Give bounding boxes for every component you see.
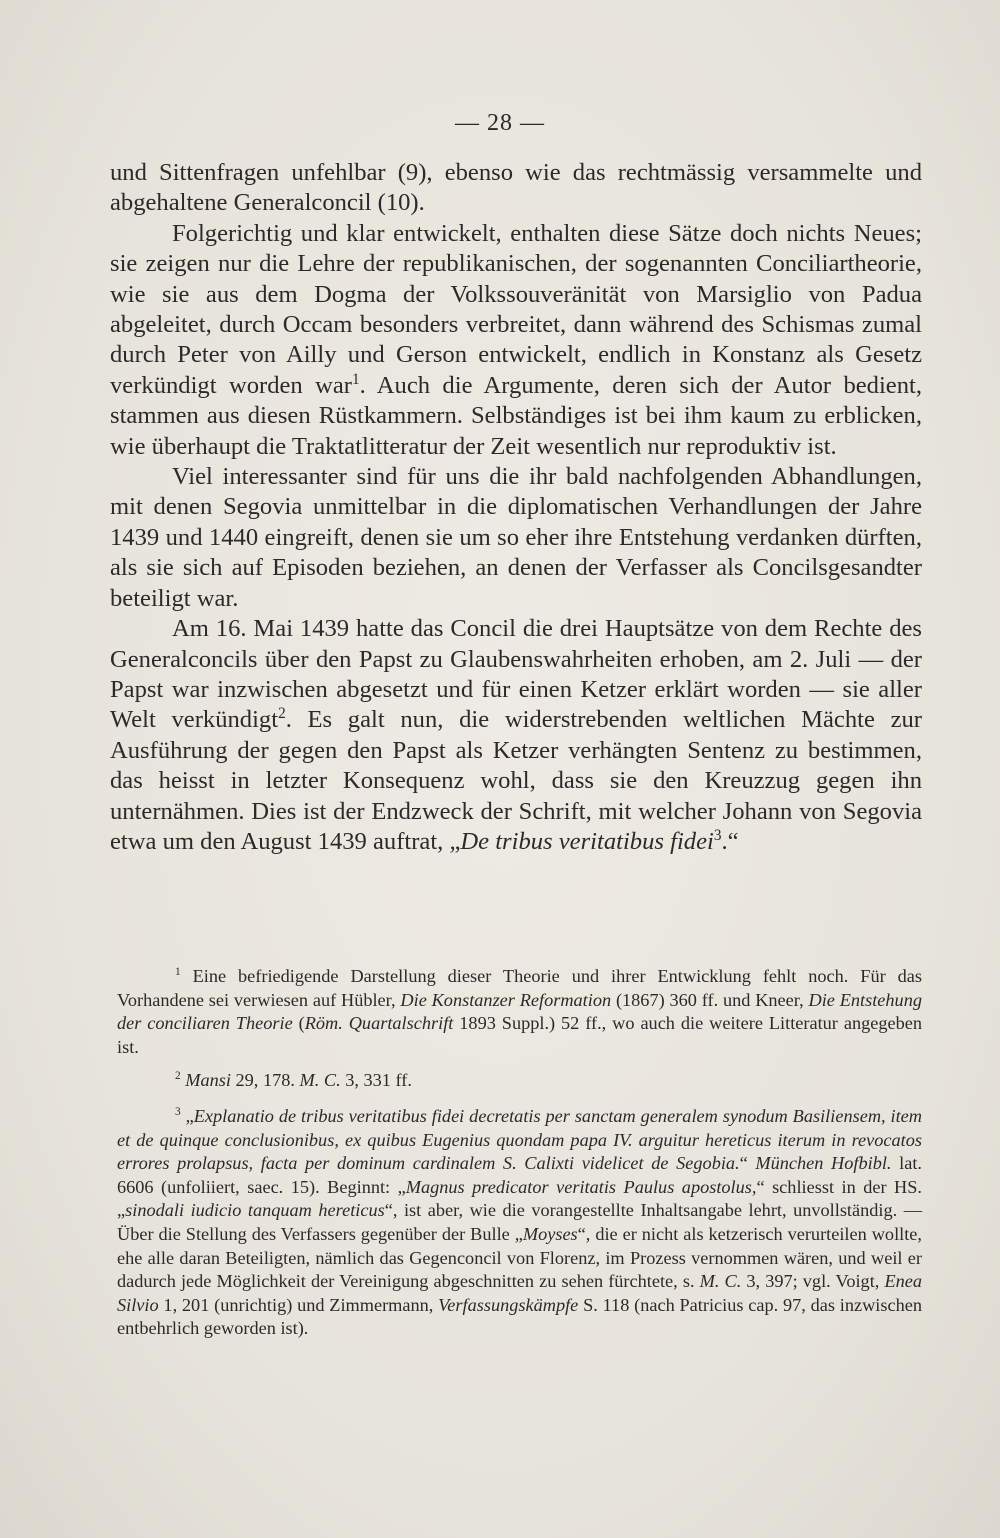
text-run: 3, 397; vgl. Voigt, <box>741 1271 885 1292</box>
text-run: “ <box>739 1153 756 1174</box>
footnote-marker: 1 <box>351 370 360 388</box>
text-run: S. 118 (nach Patricius cap. 97, das inzwischen entbehrlich geworden ist). <box>117 1294 922 1339</box>
footnote-marker: 3 <box>175 1105 181 1118</box>
italic-text: Röm. Quartalschrift <box>304 1013 454 1034</box>
italic-text: Moyses <box>522 1223 578 1244</box>
text-run: 3, 331 ff. <box>340 1070 412 1091</box>
text-run: (1867) 360 ff. und Kneer, <box>611 989 809 1010</box>
footnote <box>117 1069 922 1093</box>
text-run: “ schliesst in der HS. „ <box>117 1176 922 1221</box>
footnote-marker: 2 <box>175 1070 181 1083</box>
italic-text: Mansi <box>185 1070 231 1091</box>
text-run: lat. 6606 (unfoliiert, saec. 15). Beginnt: „ <box>117 1153 922 1197</box>
text-run: . Es galt nun, die widerstrebenden weltlichen Mächte zur Ausführung der gegen den Papst als Ketzer verhängten Sentenz zu bestimmen, das heisst in letzter Konsequenz wohl, dass sie den Kreuzzug gegen ihn unternähmen. Dies ist der Endzweck der Schrift, mit welcher Johann von Segovia etwa um den August 1439 auftrat, „ <box>110 706 922 855</box>
paragraph <box>110 219 922 462</box>
text-run: 1893 Suppl.) 52 ff., wo auch die weitere Litteratur angegeben ist. <box>117 1013 922 1057</box>
footnotes <box>117 965 922 1351</box>
text-run: Am 16. Mai 1439 hatte das Concil die drei Hauptsätze von dem Rechte des Generalconcils über den Papst zu Glaubenswahrheiten erhoben, am 2. Juli — der Papst war inzwischen abgesetzt und für einen Ketzer erklärt worden — sie aller Welt verkündigt <box>110 615 922 734</box>
italic-text: De tribus veritatibus fidei <box>460 827 714 855</box>
text-run: ( <box>292 1013 305 1034</box>
footnote-marker: 1 <box>175 965 181 978</box>
italic-text: Enea Silvio <box>117 1271 923 1315</box>
text-run: Viel interessanter sind für uns die ihr bald nachfolgenden Abhandlungen, mit denen Segovia unmittelbar in die diplomatischen Verhandlungen der Jahre 1439 und 1440 eingreift, denen sie um so eher ihre Entstehung verdanken dürften, als sie sich auf Episoden beziehen, an denen der Verfasser als Concilsgesandter beteiligt war. <box>110 463 922 612</box>
text-run: und Sittenfragen unfehlbar (9), ebenso wie das rechtmässig versammelte und abgehaltene Generalconcil (10). <box>110 159 922 217</box>
main-text <box>110 158 922 857</box>
text-run: . Auch die Argumente, deren sich der Autor bedient, stammen aus diesen Rüstkammern. Selbständiges ist bei ihm kaum zu erblicken, wie überhaupt die Traktatlitteratur der Zeit wesentlich nur reproduktiv ist. <box>110 371 922 460</box>
text-run: .“ <box>721 827 739 855</box>
italic-text: Verfassungskämpfe <box>438 1294 579 1315</box>
text-run: „ <box>180 1105 194 1126</box>
footnote <box>117 965 922 1059</box>
text-run: 29, 178. <box>230 1070 300 1091</box>
italic-text: M. C. <box>699 1271 742 1292</box>
text-run: “, die er nicht als ketzerisch verurteilen wollte, ehe alle daran Beteiligten, nämlich das Gegenconcil von Florenz, im Prozess vernommen wären, und weil er dadurch jede Möglichkeit der Vereinigung abgeschnitten zu sehen fürchtete, s. <box>117 1223 922 1292</box>
italic-text: Die Entstehung der conciliaren Theorie <box>117 989 922 1034</box>
paragraph <box>110 614 922 857</box>
italic-text: Die Konstanzer Reformation <box>400 989 612 1010</box>
italic-text: München Hofbibl. <box>755 1153 892 1174</box>
text-run: “, ist aber, wie die vorangestellte Inhaltsangabe lehrt, unvollständig. — Über die Stellung des Verfassers gegenüber der Bulle „ <box>117 1200 923 1244</box>
italic-text: Explanatio de tribus veritatibus fidei decretatis per sanctam generalem synodum Basiliensem, item et de quinque conclusionibus, ex quibus Eugenius quondam papa IV. arguitur hereticus iterum in revocatos errores prolapsus, facta per dominum cardinalem S. Calixti videlicet de Segobia. <box>117 1105 923 1174</box>
italic-text: Magnus predicator veritatis Paulus apostolus, <box>405 1176 757 1197</box>
italic-text: M. C. <box>299 1070 341 1091</box>
paragraph <box>110 158 922 219</box>
paragraph <box>110 462 922 614</box>
text-run: Eine befriedigende Darstellung dieser Theorie und ihrer Entwicklung fehlt noch. Für das Vorhandene sei verwiesen auf Hübler, <box>117 966 922 1010</box>
footnote-marker: 3 <box>713 826 722 844</box>
text-run: Folgerichtig und klar entwickelt, enthalten diese Sätze doch nichts Neues; sie zeigen nur die Lehre der republikanischen, der sogenannten Conciliartheorie, wie sie aus dem Dogma der Volkssouveränität von Marsiglio von Padua abgeleitet, durch Occam besonders verbreitet, dann während des Schismas zumal durch Peter von Ailly und Gerson entwickelt, endlich in Konstanz als Gesetz verkündigt worden war <box>110 219 922 399</box>
text-run: 1, 201 (unrichtig) und Zimmermann, <box>158 1294 439 1315</box>
italic-text: sinodali iudicio tanquam hereticus <box>125 1200 385 1221</box>
footnote <box>117 1105 922 1341</box>
page-number: — 28 — <box>455 110 545 136</box>
footnote-marker: 2 <box>278 705 286 723</box>
